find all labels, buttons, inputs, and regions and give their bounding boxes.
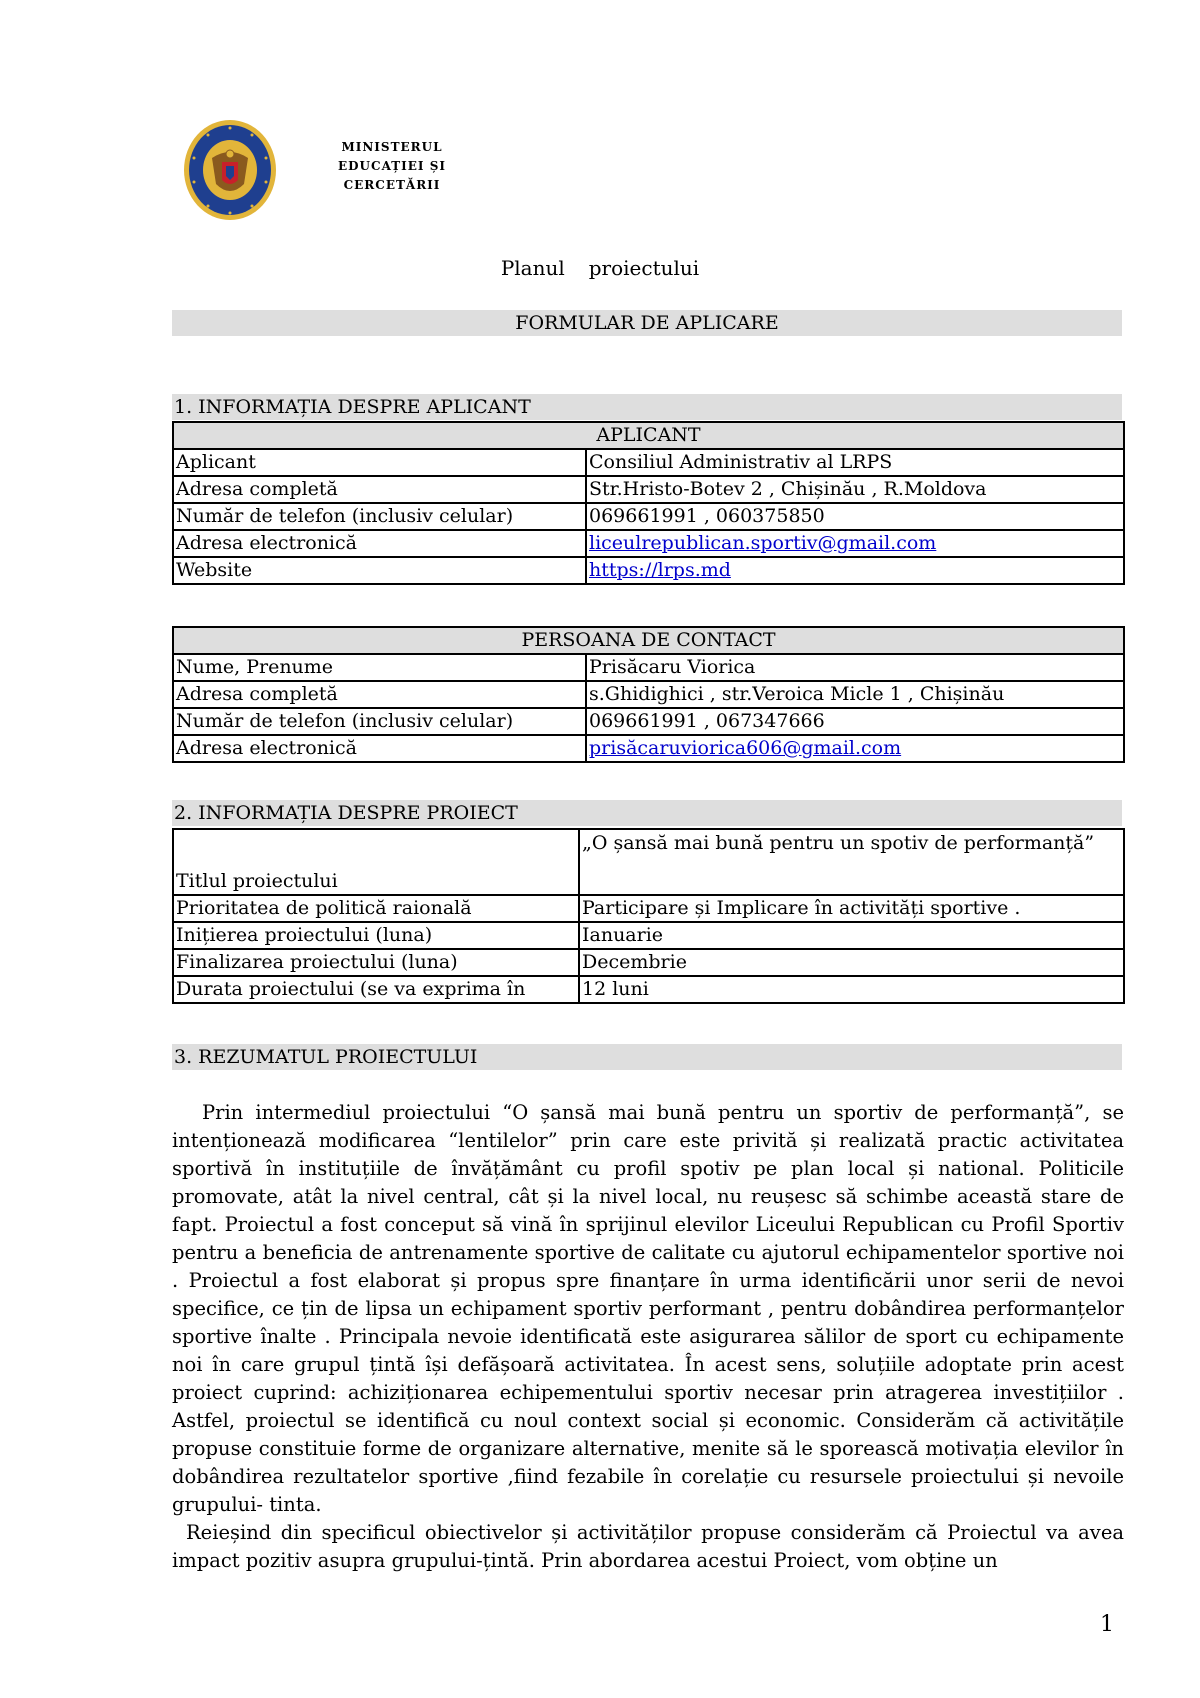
applicant-table (172, 421, 1125, 585)
row-label: Finalizarea proiectului (luna) (173, 949, 579, 976)
table-row (173, 449, 1124, 476)
contact-table-heading: PERSOANA DE CONTACT (173, 627, 1124, 654)
row-label: Număr de telefon (inclusiv celular) (173, 708, 586, 735)
row-value: s.Ghidighici , str.Veroica Micle 1 , Chișinău (586, 681, 1124, 708)
applicant-table-heading: APLICANT (173, 422, 1124, 449)
contact-email-link[interactable]: prisăcaruviorica606@gmail.com (589, 737, 902, 759)
section-1-title: 1. INFORMAȚIA DESPRE APLICANT (172, 394, 1122, 420)
table-row (173, 503, 1124, 530)
row-label: Adresa electronică (173, 735, 586, 762)
ministry-line: CERCETĂRII (343, 178, 441, 192)
page-number: 1 (1100, 1612, 1114, 1637)
table-row (173, 829, 1124, 895)
summary-paragraph: Reieșind din specificul obiectivelor și activităților propuse considerăm că Proiectul va avea impact pozitiv asupra grupului-țintă. Prin abordarea acestui Proiect, vom obține un (172, 1521, 1124, 1572)
row-value (586, 530, 1124, 557)
ministry-name (312, 138, 472, 195)
table-row (173, 949, 1124, 976)
row-label: Adresa completă (173, 476, 586, 503)
row-label: Titlul proiectului (173, 829, 579, 895)
section-3-title: 3. REZUMATUL PROIECTULUI (172, 1044, 1122, 1070)
row-label: Prioritatea de politică raională (173, 895, 579, 922)
project-title-value: „O șansă mai bună pentru un spotiv de performanță” (579, 829, 1124, 895)
row-value: Participare și Implicare în activități sportive . (579, 895, 1124, 922)
row-value: Ianuarie (579, 922, 1124, 949)
row-value: Decembrie (579, 949, 1124, 976)
row-label: Număr de telefon (inclusiv celular) (173, 503, 586, 530)
row-value: Str.Hristo-Botev 2 , Chișinău , R.Moldova (586, 476, 1124, 503)
row-label: Adresa completă (173, 681, 586, 708)
government-seal-icon (182, 118, 278, 222)
row-value: 12 luni (579, 976, 1124, 1003)
document-header (182, 118, 602, 228)
plan-title (0, 256, 1200, 280)
table-row (173, 476, 1124, 503)
table-row (173, 976, 1124, 1003)
table-row (173, 681, 1124, 708)
table-row (173, 530, 1124, 557)
row-value (586, 735, 1124, 762)
row-label: Nume, Prenume (173, 654, 586, 681)
ministry-line: EDUCAȚIEI ȘI (338, 159, 446, 173)
contact-table (172, 626, 1125, 763)
row-value (586, 557, 1124, 584)
section-2-title: 2. INFORMAȚIA DESPRE PROIECT (172, 800, 1122, 826)
applicant-email-link[interactable]: liceulrepublican.sportiv@gmail.com (589, 532, 937, 554)
project-info-table (172, 828, 1125, 1004)
row-value: Consiliul Administrativ al LRPS (586, 449, 1124, 476)
table-row (173, 708, 1124, 735)
ministry-line: MINISTERUL (341, 140, 443, 154)
row-label: Inițierea proiectului (luna) (173, 922, 579, 949)
row-label: Website (173, 557, 586, 584)
table-row (173, 735, 1124, 762)
row-value: 069661991 , 060375850 (586, 503, 1124, 530)
table-row (173, 895, 1124, 922)
table-row (173, 654, 1124, 681)
summary-paragraph: Prin intermediul proiectului “O șansă mai bună pentru un sportiv de performanță”, se intenționează modificarea “lentilelor” prin care este privită și realizată practic activitatea sportivă în instituțiile de învățământ cu profil spotiv pe plan local și national. Politicile promovate, atât la nivel central, cât și la nivel local, nu reușesc să schimbe această stare de fapt. Proiectul a fost conceput să vină în sprijinul elevilor Liceului Republican cu Profil Sportiv pentru a beneficia de antrenamente sportive de calitate cu ajutorul echipamentelor sportive noi . Proiectul a fost elaborat și propus spre finanțare în urma identificării unor serii de nevoi specifice, ce țin de lipsa un echipament sportiv performant , pentru dobândirea performanțelor sportive înalte . Principala nevoie identificată este asigurarea sălilor de sport cu echipamente noi în care grupul țintă își defășoară activitatea. În acest sens, soluțiile adoptate prin acest proiect cuprind: achiziționarea echipementului sportiv necesar prin atragerea investițiilor . Astfel, proiectul se identifică cu noul context social și economic. Considerăm că activitățile propuse constituie forme de organizare alternative, menite să le sporească motivația elevilor în dobândirea rezultatelor sportive ,fiind fezabile în corelație cu resursele proiectului și nevoile grupului- tinta. (172, 1101, 1124, 1516)
table-row (173, 922, 1124, 949)
table-row (173, 557, 1124, 584)
project-summary (172, 1099, 1124, 1575)
plan-title-word: Planul (500, 256, 565, 280)
row-label: Aplicant (173, 449, 586, 476)
website-link[interactable]: https://lrps.md (589, 559, 731, 581)
row-label: Adresa electronică (173, 530, 586, 557)
row-value: Prisăcaru Viorica (586, 654, 1124, 681)
plan-title-word: proiectului (588, 256, 700, 280)
row-value: 069661991 , 067347666 (586, 708, 1124, 735)
form-title: FORMULAR DE APLICARE (172, 310, 1122, 336)
row-label: Durata proiectului (se va exprima în (173, 976, 579, 1003)
